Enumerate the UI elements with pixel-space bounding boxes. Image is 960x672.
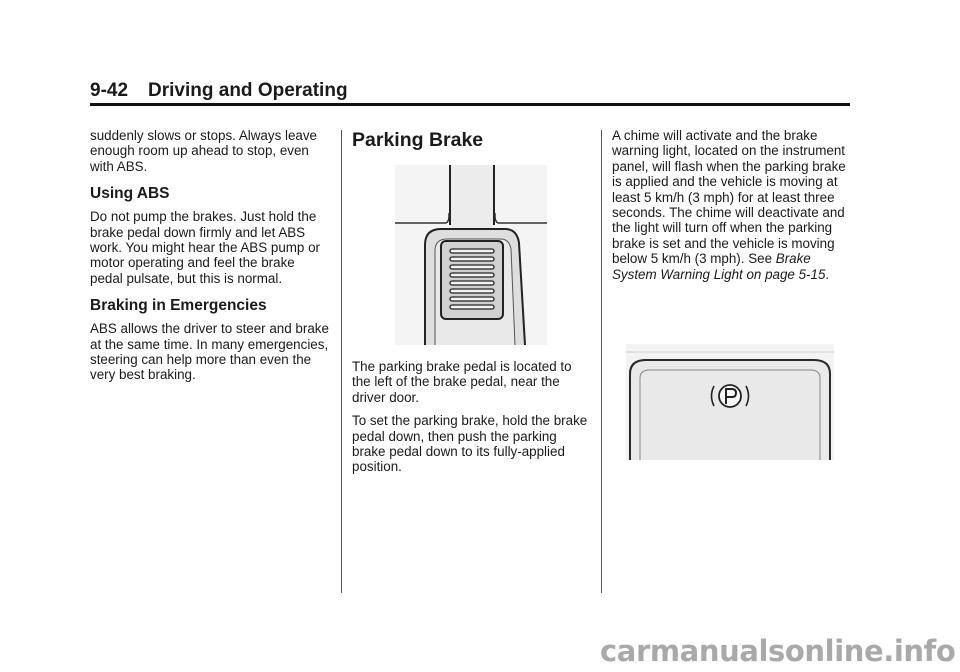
chime-text: A chime will activate and the brake warning light, located on the instrument panel, will flash when the parking brake is applied and the vehicle is moving at least 5 km/h (3 mph) for at least three seconds. The chime will deactivate and the light will turn off when the parking brake is set and the vehicle is moving below 5 km/h (3 mph).	[612, 128, 846, 267]
column-2	[352, 128, 590, 483]
page-header	[90, 80, 348, 102]
chime-paragraph	[612, 128, 852, 282]
see-end: .	[825, 266, 830, 282]
parking-brake-pedal-illustration	[395, 165, 547, 345]
pedal-location-paragraph: The parking brake pedal is located to the left of the brake pedal, near the driver door.	[352, 359, 572, 405]
column-1	[90, 128, 330, 391]
brake-warning-light-reference: Brake System Warning Light on page 5-15	[612, 251, 826, 282]
emergencies-paragraph: ABS allows the driver to steer and brake at the same time. In many emergencies, steering can help more than even the very best braking.	[90, 321, 329, 383]
header-rule	[90, 103, 850, 106]
see-word: See	[748, 251, 773, 267]
set-brake-paragraph: To set the parking brake, hold the brake pedal down, then push the parking brake pedal down to its fully-applied position.	[352, 413, 588, 475]
parking-brake-warning-light-illustration	[626, 344, 834, 460]
intro-paragraph: suddenly slows or stops. Always leave enough room up ahead to stop, even with ABS.	[90, 128, 318, 174]
heading-parking-brake: Parking Brake	[352, 129, 484, 151]
column-divider-1	[341, 130, 342, 593]
heading-using-abs: Using ABS	[90, 185, 170, 203]
column-3	[612, 128, 852, 460]
column-divider-2	[601, 130, 602, 593]
using-abs-paragraph: Do not pump the brakes. Just hold the brake pedal down firmly and let ABS work. You might hear the ABS pump or motor operating and feel the brake pedal pulsate, but this is normal.	[90, 209, 321, 286]
site-watermark: carmanualsonline.info	[600, 634, 956, 668]
section-title: Driving and Operating	[148, 80, 348, 101]
heading-braking-emergencies: Braking in Emergencies	[90, 297, 267, 315]
page-number: 9-42	[90, 80, 129, 101]
